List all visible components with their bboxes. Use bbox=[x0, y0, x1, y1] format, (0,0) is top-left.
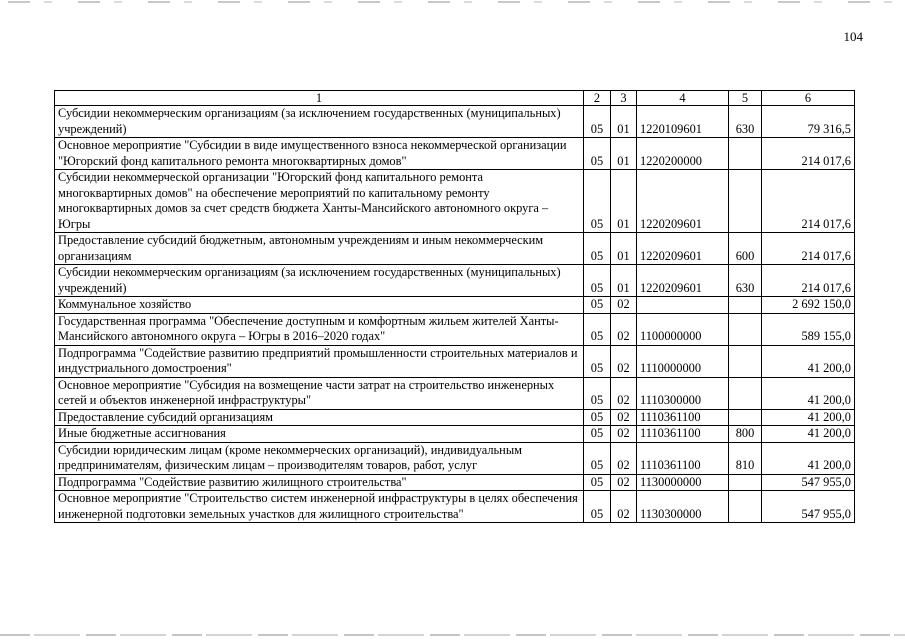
header-col-3: 3 bbox=[611, 91, 637, 106]
row-amount-cell: 41 200,0 bbox=[762, 345, 855, 377]
row-expense-type-cell bbox=[729, 491, 762, 523]
row-section-cell: 05 bbox=[584, 170, 611, 233]
row-amount-cell: 547 955,0 bbox=[762, 491, 855, 523]
row-section-cell: 05 bbox=[584, 426, 611, 443]
row-name-cell: Коммунальное хозяйство bbox=[55, 297, 584, 314]
row-target-article-cell: 1110361100 bbox=[637, 409, 729, 426]
table-row bbox=[55, 170, 855, 233]
table-row bbox=[55, 138, 855, 170]
row-name-cell: Субсидии юридическим лицам (кроме некоммерческих организаций), индивидуальным предпринимателям, физическим лицам – производителям товаров, работ, услуг bbox=[55, 442, 584, 474]
row-target-article-cell: 1110000000 bbox=[637, 345, 729, 377]
row-subsection-cell: 02 bbox=[611, 377, 637, 409]
row-amount-cell: 214 017,6 bbox=[762, 233, 855, 265]
row-expense-type-cell: 630 bbox=[729, 106, 762, 138]
row-expense-type-cell: 630 bbox=[729, 265, 762, 297]
page-number: 104 bbox=[843, 29, 863, 44]
row-section-cell: 05 bbox=[584, 442, 611, 474]
row-name-cell: Предоставление субсидий бюджетным, автономным учреждениям и иным некоммерческим организациям bbox=[55, 233, 584, 265]
header-col-4: 4 bbox=[637, 91, 729, 106]
row-name-cell: Государственная программа "Обеспечение доступным и комфортным жильем жителей Ханты-Мансийского автономного округа – Югры в 2016–2020 годах" bbox=[55, 313, 584, 345]
row-expense-type-cell bbox=[729, 313, 762, 345]
row-name-cell: Субсидии некоммерческим организациям (за исключением государственных (муниципальных) учреждений) bbox=[55, 265, 584, 297]
header-col-2: 2 bbox=[584, 91, 611, 106]
row-subsection-cell: 01 bbox=[611, 233, 637, 265]
table-row bbox=[55, 474, 855, 491]
row-subsection-cell: 01 bbox=[611, 265, 637, 297]
row-target-article-cell: 1110361100 bbox=[637, 426, 729, 443]
row-section-cell: 05 bbox=[584, 233, 611, 265]
table-row bbox=[55, 442, 855, 474]
table-body bbox=[55, 106, 855, 523]
row-amount-cell: 41 200,0 bbox=[762, 442, 855, 474]
row-subsection-cell: 02 bbox=[611, 409, 637, 426]
row-subsection-cell: 01 bbox=[611, 138, 637, 170]
row-amount-cell: 41 200,0 bbox=[762, 409, 855, 426]
row-expense-type-cell bbox=[729, 377, 762, 409]
table-row bbox=[55, 426, 855, 443]
row-subsection-cell: 02 bbox=[611, 442, 637, 474]
row-section-cell: 05 bbox=[584, 106, 611, 138]
row-section-cell: 05 bbox=[584, 138, 611, 170]
budget-table bbox=[54, 90, 855, 523]
row-name-cell: Подпрограмма "Содействие развитию предприятий промышленности строительных материалов и индустриального домостроения" bbox=[55, 345, 584, 377]
table-row bbox=[55, 313, 855, 345]
header-col-5: 5 bbox=[729, 91, 762, 106]
header-row bbox=[55, 91, 855, 106]
row-name-cell: Основное мероприятие "Субсидии в виде имущественного взноса некоммерческой организации "Югорский фонд капитального ремонта многоквартирных домов" bbox=[55, 138, 584, 170]
row-subsection-cell: 02 bbox=[611, 345, 637, 377]
row-target-article-cell bbox=[637, 297, 729, 314]
row-section-cell: 05 bbox=[584, 313, 611, 345]
row-expense-type-cell: 600 bbox=[729, 233, 762, 265]
row-amount-cell: 214 017,6 bbox=[762, 138, 855, 170]
scan-edge-top bbox=[8, 1, 898, 3]
row-amount-cell: 41 200,0 bbox=[762, 426, 855, 443]
row-amount-cell: 41 200,0 bbox=[762, 377, 855, 409]
row-target-article-cell: 1110361100 bbox=[637, 442, 729, 474]
row-name-cell: Предоставление субсидий организациям bbox=[55, 409, 584, 426]
row-section-cell: 05 bbox=[584, 377, 611, 409]
header-col-6: 6 bbox=[762, 91, 855, 106]
row-expense-type-cell bbox=[729, 297, 762, 314]
row-name-cell: Субсидии некоммерческим организациям (за исключением государственных (муниципальных) учреждений) bbox=[55, 106, 584, 138]
row-section-cell: 05 bbox=[584, 474, 611, 491]
table-row bbox=[55, 491, 855, 523]
row-subsection-cell: 02 bbox=[611, 474, 637, 491]
row-expense-type-cell bbox=[729, 409, 762, 426]
row-target-article-cell: 1220209601 bbox=[637, 233, 729, 265]
row-amount-cell: 547 955,0 bbox=[762, 474, 855, 491]
row-subsection-cell: 02 bbox=[611, 313, 637, 345]
row-target-article-cell: 1100000000 bbox=[637, 313, 729, 345]
row-section-cell: 05 bbox=[584, 345, 611, 377]
row-amount-cell: 589 155,0 bbox=[762, 313, 855, 345]
row-expense-type-cell: 800 bbox=[729, 426, 762, 443]
row-amount-cell: 79 316,5 bbox=[762, 106, 855, 138]
row-amount-cell: 214 017,6 bbox=[762, 170, 855, 233]
row-target-article-cell: 1130300000 bbox=[637, 491, 729, 523]
table-row bbox=[55, 345, 855, 377]
row-name-cell: Субсидии некоммерческой организации "Югорский фонд капитального ремонта многоквартирных домов" на обеспечение мероприятий по капитальному ремонту многоквартирных домов за счет средств бюджета Ханты-Мансийского автономного округа – Югры bbox=[55, 170, 584, 233]
row-name-cell: Подпрограмма "Содействие развитию жилищного строительства" bbox=[55, 474, 584, 491]
table-row bbox=[55, 377, 855, 409]
row-target-article-cell: 1130000000 bbox=[637, 474, 729, 491]
row-expense-type-cell bbox=[729, 138, 762, 170]
row-expense-type-cell bbox=[729, 170, 762, 233]
row-target-article-cell: 1110300000 bbox=[637, 377, 729, 409]
row-name-cell: Основное мероприятие "Субсидия на возмещение части затрат на строительство инженерных сетей и объектов инженерной инфраструктуры" bbox=[55, 377, 584, 409]
row-subsection-cell: 02 bbox=[611, 426, 637, 443]
row-target-article-cell: 1220109601 bbox=[637, 106, 729, 138]
row-target-article-cell: 1220209601 bbox=[637, 265, 729, 297]
row-section-cell: 05 bbox=[584, 409, 611, 426]
row-name-cell: Иные бюджетные ассигнования bbox=[55, 426, 584, 443]
row-section-cell: 05 bbox=[584, 491, 611, 523]
row-expense-type-cell bbox=[729, 474, 762, 491]
row-section-cell: 05 bbox=[584, 265, 611, 297]
row-subsection-cell: 02 bbox=[611, 297, 637, 314]
scan-edge-bottom bbox=[0, 634, 905, 636]
row-target-article-cell: 1220200000 bbox=[637, 138, 729, 170]
header-col-1: 1 bbox=[55, 91, 584, 106]
table-row bbox=[55, 409, 855, 426]
row-subsection-cell: 01 bbox=[611, 170, 637, 233]
row-target-article-cell: 1220209601 bbox=[637, 170, 729, 233]
row-subsection-cell: 01 bbox=[611, 106, 637, 138]
row-name-cell: Основное мероприятие "Строительство систем инженерной инфраструктуры в целях обеспечения инженерной подготовки земельных участков для жилищного строительства" bbox=[55, 491, 584, 523]
row-subsection-cell: 02 bbox=[611, 491, 637, 523]
table-row bbox=[55, 265, 855, 297]
row-section-cell: 05 bbox=[584, 297, 611, 314]
table-row bbox=[55, 297, 855, 314]
table-row bbox=[55, 106, 855, 138]
table-row bbox=[55, 233, 855, 265]
row-amount-cell: 2 692 150,0 bbox=[762, 297, 855, 314]
row-expense-type-cell bbox=[729, 345, 762, 377]
row-amount-cell: 214 017,6 bbox=[762, 265, 855, 297]
row-expense-type-cell: 810 bbox=[729, 442, 762, 474]
